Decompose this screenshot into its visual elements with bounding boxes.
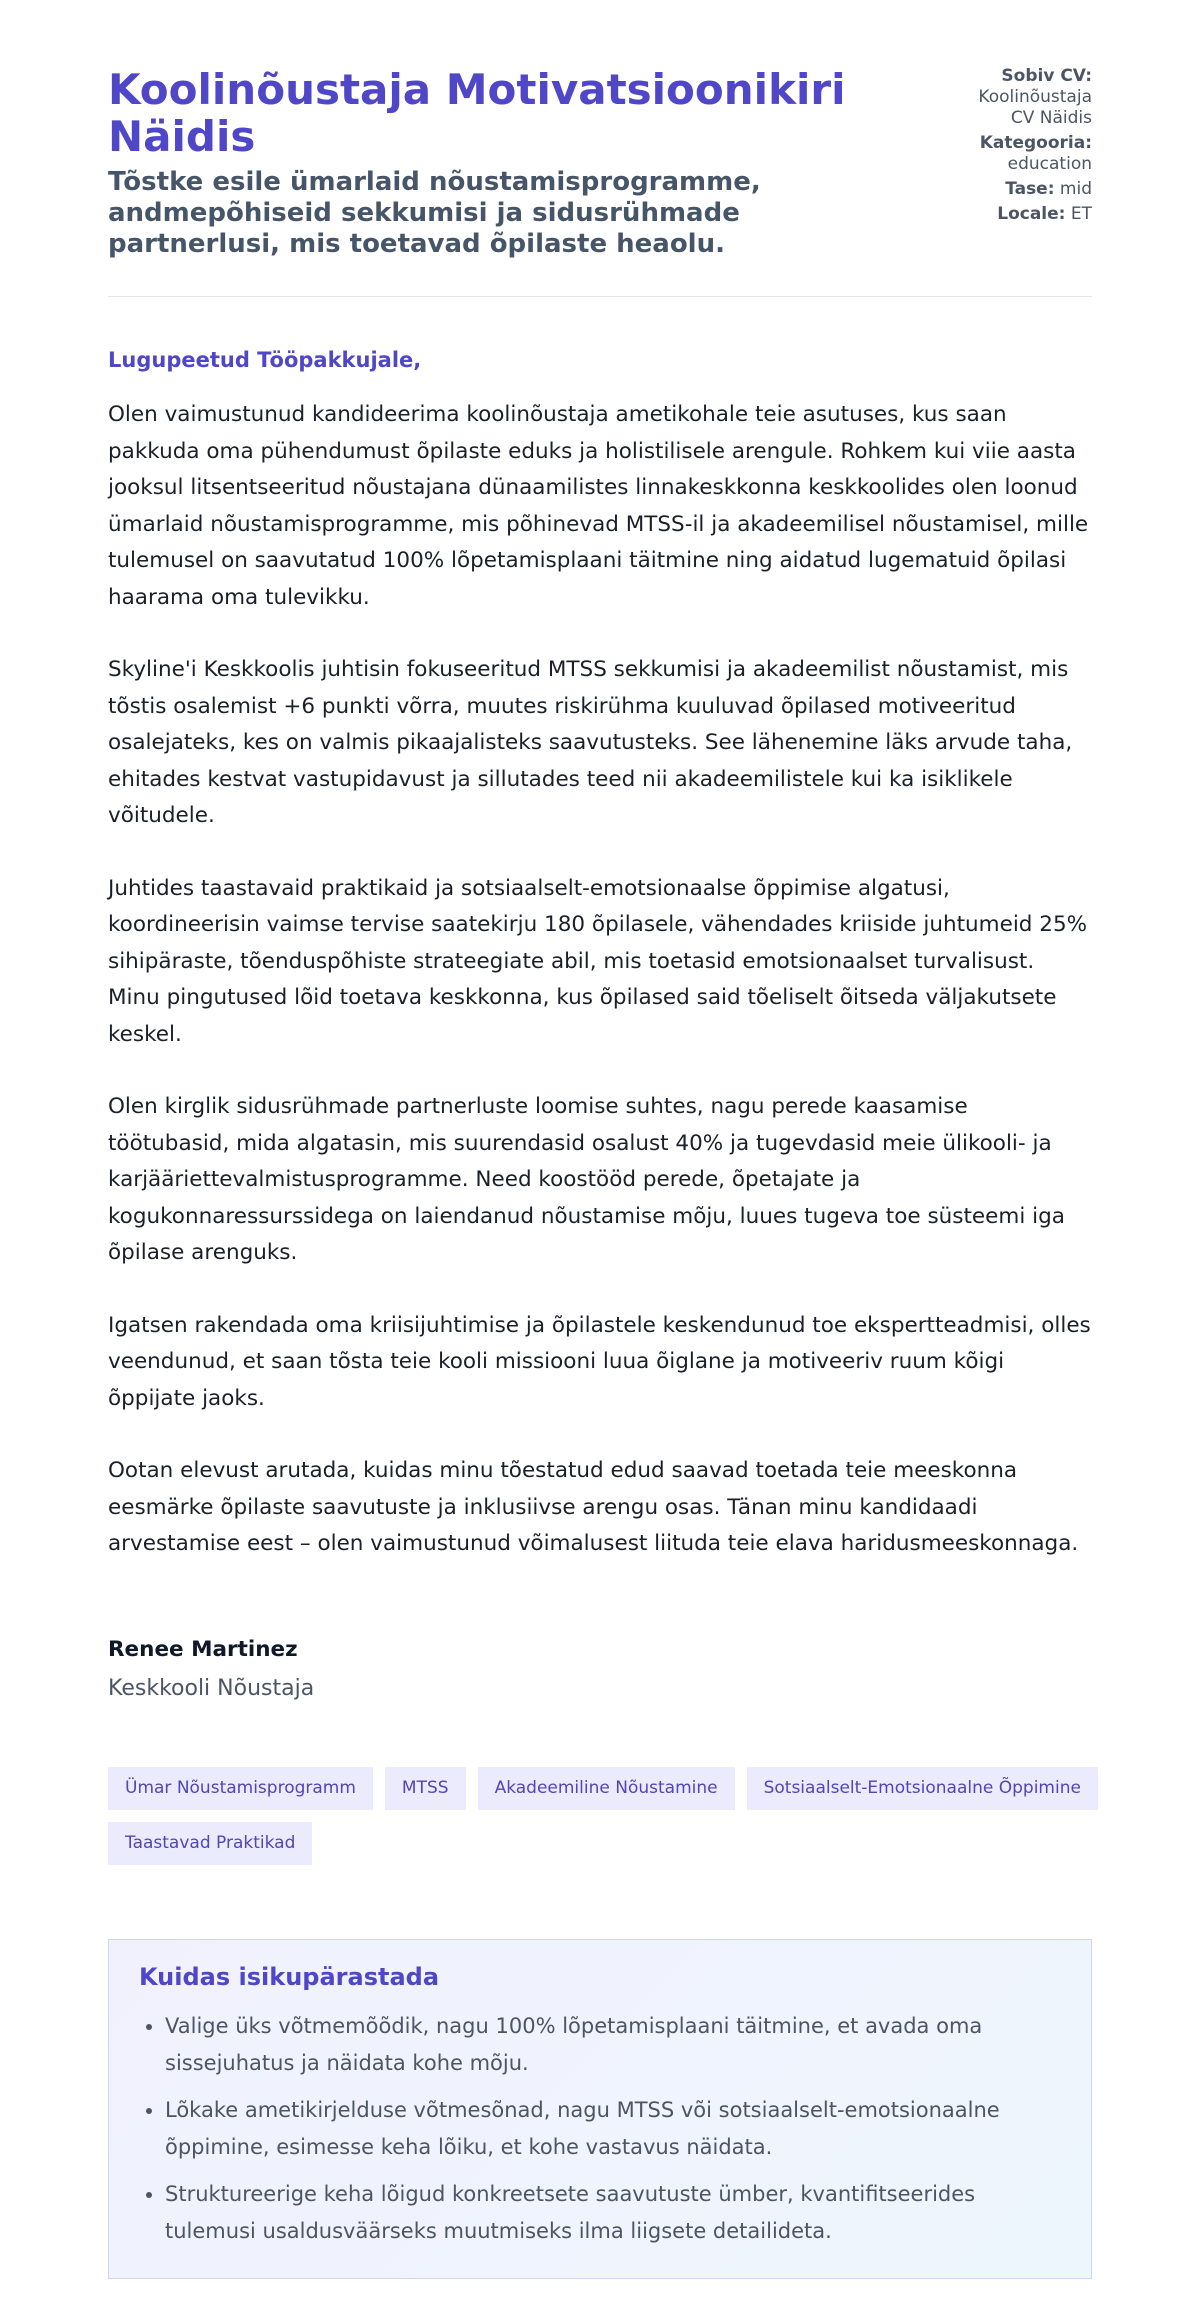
letter-paragraph: Ootan elevust arutada, kuidas minu tõestatud edud saavad toetada teie meeskonna eesmärke õpilaste saavutuste ja inklusiivse arengu osas. Tänan minu kandidaadi arvestamise eest – olen vaimustunud võimalusest liituda teie elava haridusmeeskonnaga. [108,1458,1079,1556]
meta-category [907,133,1092,175]
tips-list [139,2008,1061,2250]
keyword-tag: MTSS [385,1767,466,1810]
keyword-tag: Taastavad Praktikad [108,1822,312,1865]
tip-item: • Lõkake ametikirjelduse võtmesõnad, nagu MTSS või sotsiaalselt-emotsionaalne õppimine, esimesse keha lõiku, et kohe vastavus näidata. [165,2092,1061,2166]
page-subtitle: Tõstke esile ümarlaid nõustamisprogramme, andmepõhiseid sekkumisi ja sidusrühmade partnerlusi, mis toetavad õpilaste heaolu. [108,167,761,259]
letter-paragraph: Juhtides taastavaid praktikaid ja sotsiaalselt-emotsionaalse õppimise algatusi, koordineerisin vaimse tervise saatekirju 180 õpilasele, vähendades kriiside juhtumeid 25% sihipäraste, tõenduspõhiste strateegiate abil, mis toetasid emotsionaalset turvalisust. Minu pingutused lõid toetava keskkonna, kus õpilased said tõeliselt õitseda väljakutsete keskel. [108,875,1088,1047]
page-title: Koolinõustaja Motivatsioonikiri Näidis [108,65,846,161]
meta-level-label: Tase: [1005,179,1055,199]
meta-category-label: Kategooria: [979,133,1092,153]
letter-paragraph: Olen vaimustunud kandideerima koolinõustaja ametikohale teie asutuses, kus saan pakkuda oma pühendumust õpilaste eduks ja holistilisele arengule. Rohkem kui viie aasta jooksul litsentseeritud nõustajana dünaamilistes linnakeskkonna keskkoolides olen loonud ümarlaid nõustamisprogramme, mis põhinevad MTSS-il ja akadeemilisel nõustamisel, mille tulemusel on saavutatud 100% lõpetamisplaani täitmine ning aidatud lugematuid õpilasi haarama oma tulevikku. [108,402,1089,610]
letter-body [108,397,1092,1563]
meta-cv-value-line2: CV Näidis [1010,108,1092,128]
meta-level-value: mid [1059,179,1092,199]
tip-item: • Struktureerige keha lõigud konkreetsete saavutuste ümber, kvantifitseerides tulemusi usaldusväärseks muutmiseks ilma liigsete detailideta. [165,2176,1061,2250]
letter-paragraph: Olen kirglik sidusrühmade partnerluste loomise suhtes, nagu perede kaasamise töötubasid, mida algatasin, mis suurendasid osalust 40% ja tugevdasid meie ülikooli- ja karjääriettevalmistusprogramme. Need koostööd perede, õpetajate ja kogukonnaressurssidega on laiendanud nõustamise mõju, luues tugeva toe süsteemi iga õpilase arenguks. [108,1094,1065,1265]
personalization-tips [108,1939,1092,2279]
keyword-tag: Akadeemiline Nõustamine [478,1767,735,1810]
meta-panel [907,66,1092,229]
letter-greeting: Lugupeetud Tööpakkujale, [108,348,422,372]
keyword-tags [108,1767,1098,1865]
letter-paragraph: Igatsen rakendada oma kriisijuhtimise ja õpilastele keskendunud toe ekspertteadmisi, olles veendunud, et saan tõsta teie kooli missiooni luua õiglane ja motiveeriv ruum kõigi õppijate jaoks. [108,1312,1091,1411]
keyword-tag: Sotsiaalselt-Emotsionaalne Õppimine [747,1767,1098,1810]
signature-role: Keskkooli Nõustaja [108,1675,315,1701]
keyword-tag: Ümar Nõustamisprogramm [108,1767,373,1810]
meta-level [907,179,1092,200]
meta-category-value: education [1007,154,1092,174]
header-text [108,66,907,260]
meta-locale-value: ET [1070,204,1092,224]
meta-cv-label: Sobiv CV: [1001,66,1092,86]
tips-title: Kuidas isikupärastada [139,1962,440,1991]
header-divider [108,296,1092,297]
letter-paragraph: Skyline'i Keskkoolis juhtisin fokuseeritud MTSS sekkumisi ja akadeemilist nõustamist, mis tõstis osalemist +6 punkti võrra, muutes riskirühma kuuluvad õpilased motiveeritud osalejateks, kes on valmis pikaajalisteks saavutusteks. See lähenemine läks arvude taha, ehitades kestvat vastupidavust ja sillutades teed nii akadeemilistele kui ka isiklikele võitudele. [108,657,1073,828]
meta-cv-value-line1: Koolinõustaja [978,87,1092,107]
page-header [108,66,1092,260]
meta-locale [907,204,1092,225]
signature-name: Renee Martinez [108,1636,298,1662]
meta-locale-label: Locale: [997,204,1066,224]
meta-cv [907,66,1092,129]
tip-item: • Valige üks võtmemõõdik, nagu 100% lõpetamisplaani täitmine, et avada oma sissejuhatus ja näidata kohe mõju. [165,2008,1061,2082]
